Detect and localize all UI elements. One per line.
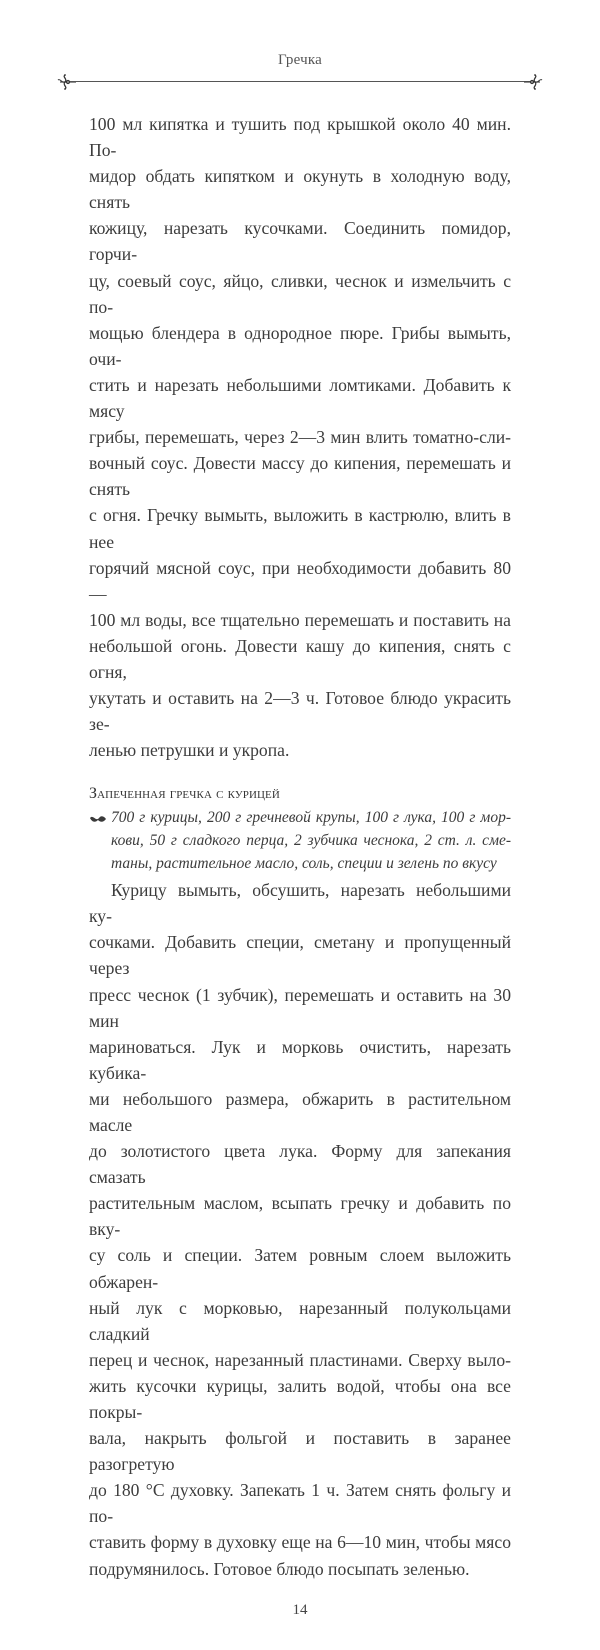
text-line: подрумянилось. Готовое блюдо посыпать зеленью. bbox=[89, 1558, 470, 1579]
instructions-paragraph bbox=[89, 877, 511, 1582]
text-line: мидор обдать кипятком и окунуть в холодную воду, снять bbox=[89, 166, 511, 213]
text-line: ленью петрушки и укропа. bbox=[89, 740, 290, 761]
text-line: 100 мл воды, все тщательно перемешать и поставить на bbox=[89, 609, 511, 630]
text-line: небольшой огонь. Довести кашу до кипения, снять с огня, bbox=[89, 635, 511, 682]
text-line: мощью блендера в однородное пюре. Грибы вымыть, очи- bbox=[89, 322, 511, 369]
text-line: грибы, перемешать, через 2—3 мин влить томатно-сли- bbox=[89, 427, 511, 448]
text-line: до золотистого цвета лука. Форму для запекания смазать bbox=[89, 1141, 511, 1188]
text-line: ми небольшого размера, обжарить в растительном масле bbox=[89, 1088, 511, 1135]
text-line: ный лук с морковью, нарезанный полукольцами сладкий bbox=[89, 1297, 511, 1344]
text-line: кожицу, нарезать кусочками. Соединить помидор, горчи- bbox=[89, 218, 511, 265]
text-line: Курицу вымыть, обсушить, нарезать небольшими ку- bbox=[89, 880, 511, 927]
ingredients-line bbox=[89, 807, 511, 830]
text-line: 100 мл кипятка и тушить под крышкой около 40 мин. По- bbox=[89, 114, 511, 161]
text-line: растительным маслом, всыпать гречку и добавить по вку- bbox=[89, 1193, 511, 1240]
flourish-icon bbox=[56, 73, 76, 91]
text-column bbox=[89, 111, 511, 1582]
text-line: до 180 °С духовку. Запекать 1 ч. Затем снять фольгу и по- bbox=[89, 1480, 511, 1527]
text-line: вочный соус. Довести массу до кипения, перемешать и снять bbox=[89, 453, 511, 500]
text-line: перец и чеснок, нарезанный пластинами. Сверху выло- bbox=[89, 1349, 511, 1370]
header-ornament-row bbox=[0, 73, 600, 91]
text-line: цу, соевый соус, яйцо, сливки, чеснок и измельчить с по- bbox=[89, 270, 511, 317]
text-line: пресс чеснок (1 зубчик), перемешать и оставить на 30 мин bbox=[89, 984, 511, 1031]
text-line: су соль и специи. Затем ровным слоем выложить обжарен- bbox=[89, 1245, 511, 1292]
ingredients-line: таны, растительное масло, соль, специи и зелень по вкусу bbox=[111, 854, 497, 872]
text-line: жить кусочки курицы, залить водой, чтобы она все покры- bbox=[89, 1375, 511, 1422]
text-line: сочками. Добавить специи, сметану и пропущенный через bbox=[89, 932, 511, 979]
text-line: вала, накрыть фольгой и поставить в заранее разогретую bbox=[89, 1428, 511, 1475]
ingredients-list bbox=[89, 807, 511, 875]
text-line: мариноваться. Лук и морковь очистить, нарезать кубика- bbox=[89, 1036, 511, 1083]
text-line: горячий мясной соус, при необходимости добавить 80— bbox=[89, 557, 511, 604]
continuation-paragraph bbox=[89, 111, 511, 763]
recipe-title: Запеченная гречка с курицей bbox=[89, 785, 280, 803]
ingredients-line: кови, 50 г сладкого перца, 2 зубчика чеснока, 2 ст. л. сме- bbox=[111, 831, 511, 849]
page-number: 14 bbox=[292, 1601, 308, 1618]
leaf-bullet-icon bbox=[89, 814, 107, 824]
header-rule bbox=[70, 81, 530, 82]
flourish-icon bbox=[524, 73, 544, 91]
text-line: с огня. Гречку вымыть, выложить в кастрюлю, влить в нее bbox=[89, 505, 511, 552]
text-line: ставить форму в духовку еще на 6—10 мин, чтобы мясо bbox=[89, 1532, 511, 1553]
text-line: стить и нарезать небольшими ломтиками. Добавить к мясу bbox=[89, 374, 511, 422]
ingredients-text: 700 г курицы, 200 г гречневой крупы, 100 г лука, 100 г мор- bbox=[111, 809, 511, 827]
text-line: укутать и оставить на 2—3 ч. Готовое блюдо украсить зе- bbox=[89, 688, 511, 735]
running-head: Гречка bbox=[278, 52, 322, 68]
